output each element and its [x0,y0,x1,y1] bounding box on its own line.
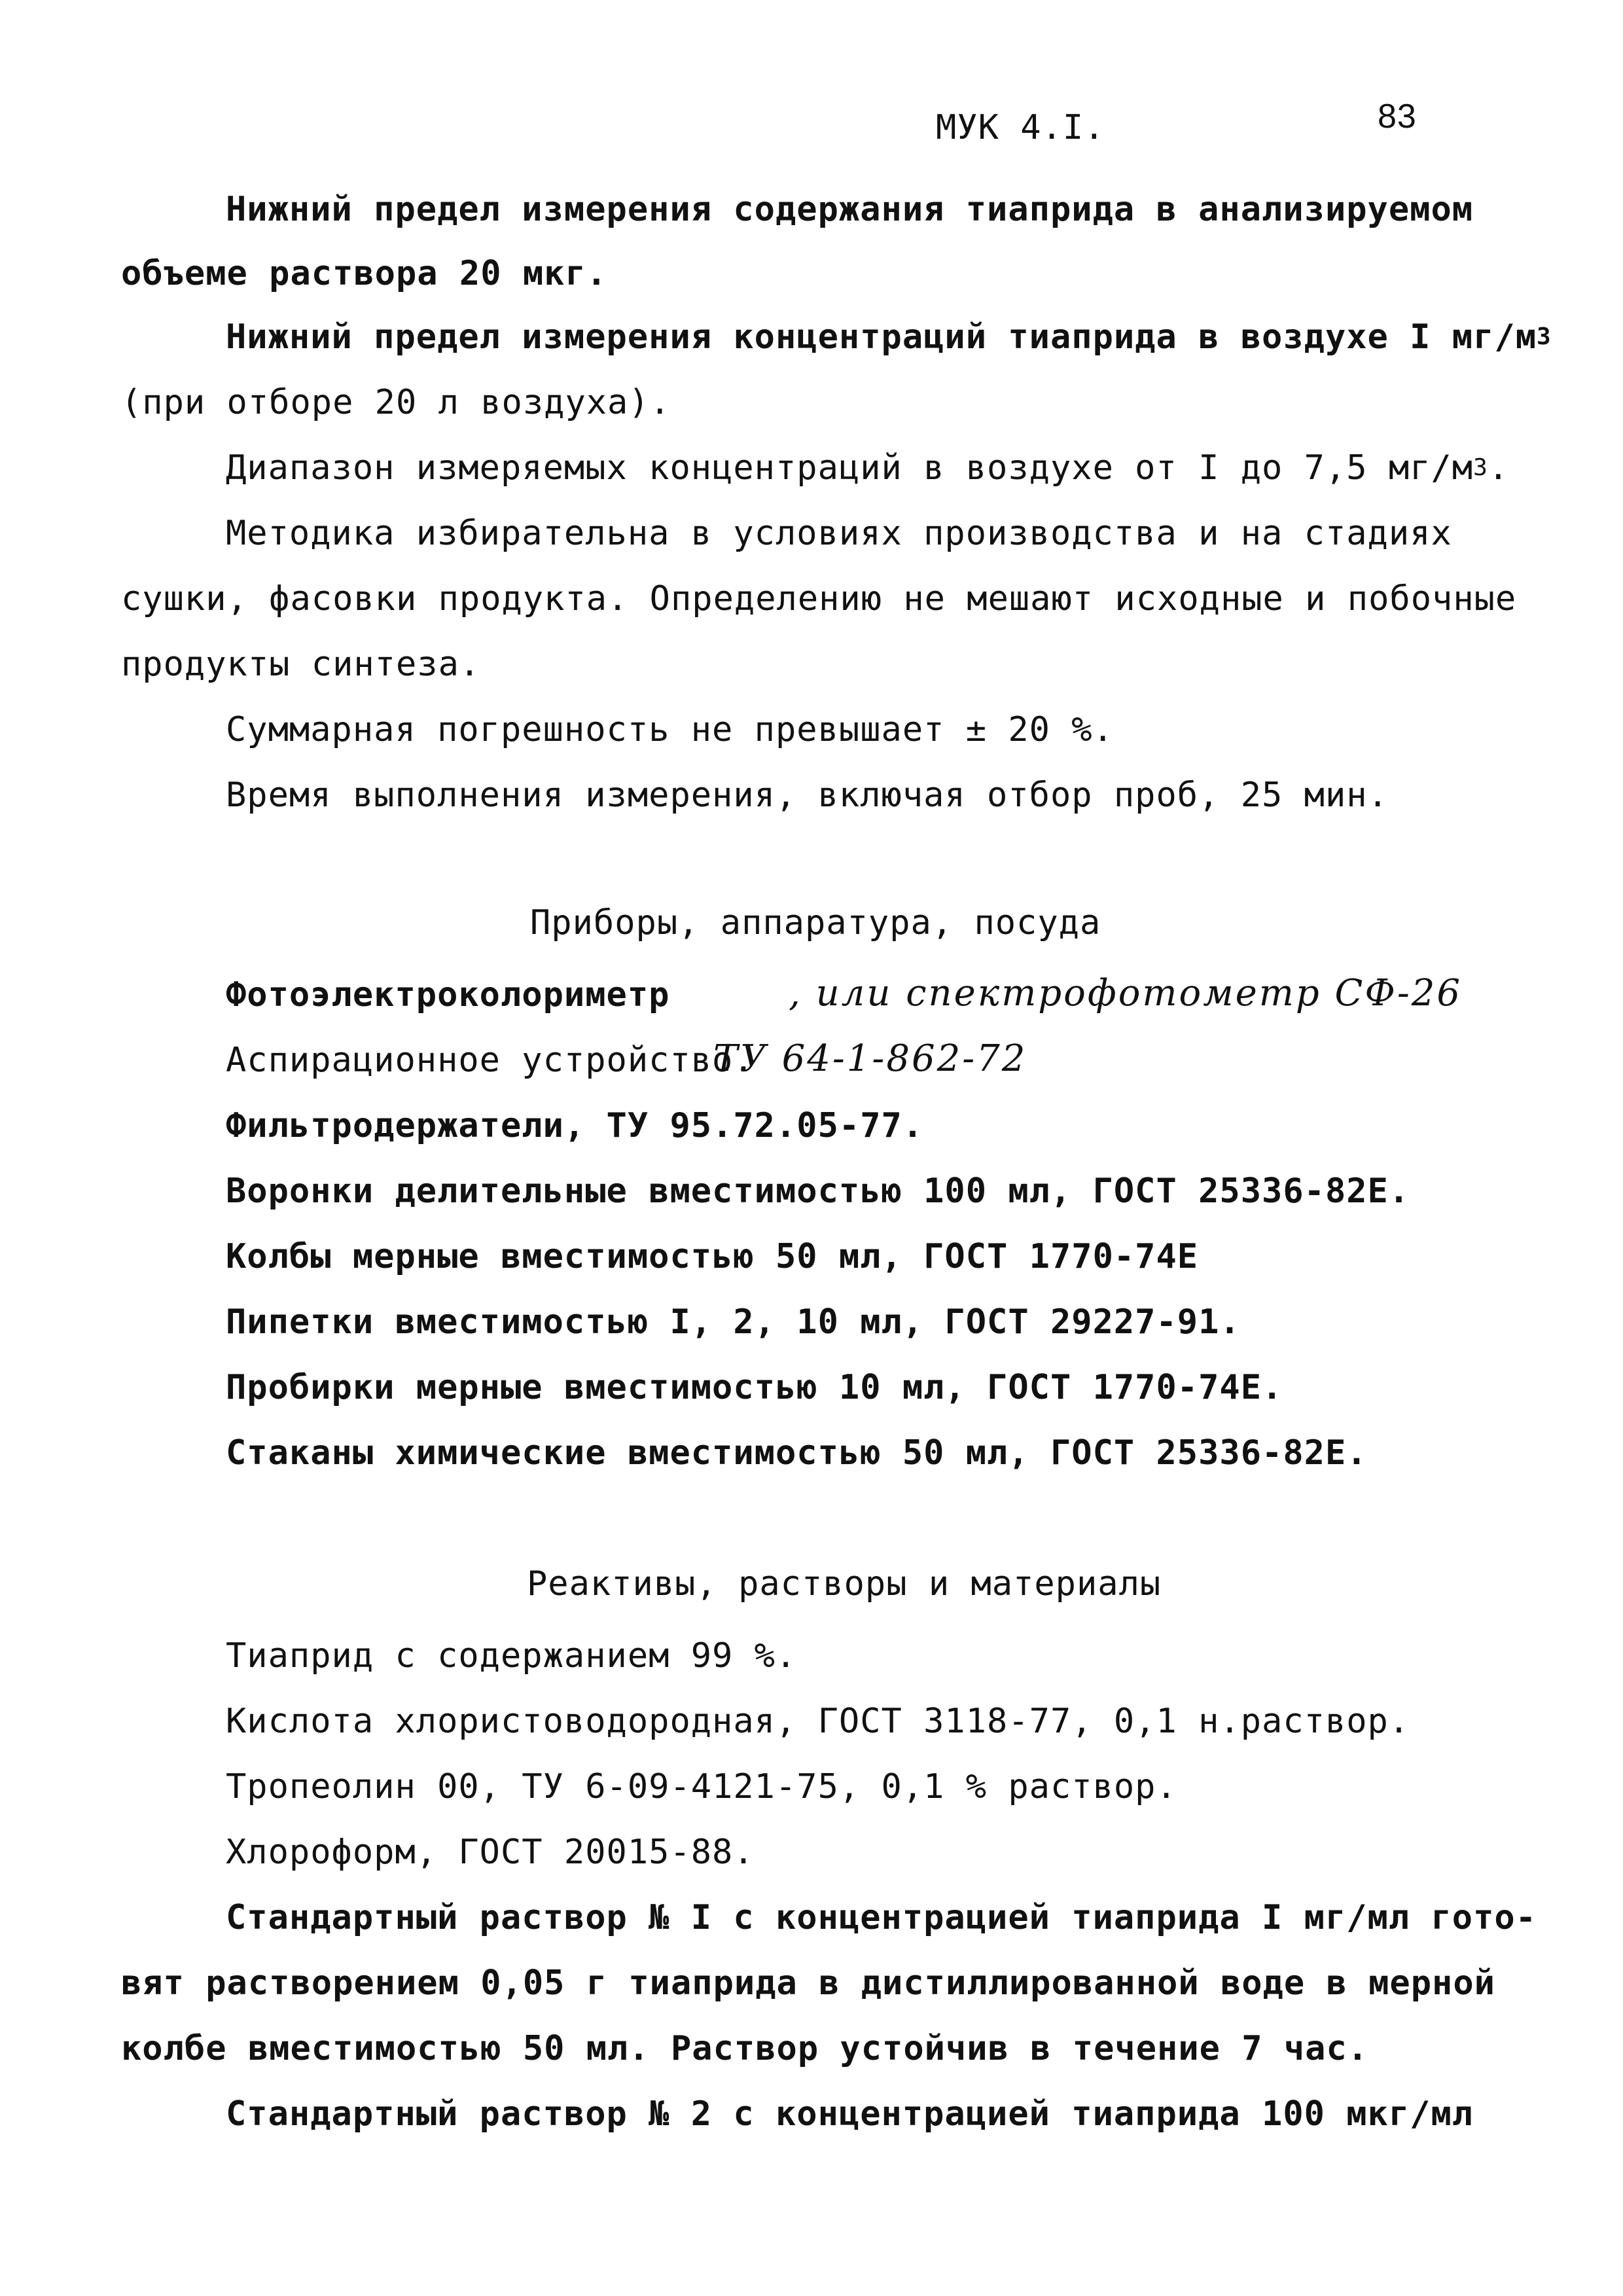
equipment-item-3: Фильтродержатели, ТУ 95.72.05-77. [226,1106,924,1145]
equipment-heading: Приборы, аппаратура, посуда [530,903,1101,942]
equipment-item-1-handwritten: , или спектрофотометр СФ-26 [789,972,1463,1014]
intro-p2-sup: 3 [1537,323,1552,350]
equipment-item-2-handwritten: ТУ 64-1-862-72 [713,1037,1027,1080]
intro-p6: Время выполнения измерения, включая отбор проб, 25 мин. [226,776,1389,815]
intro-p3 [226,448,1509,492]
page-number: 83 [1378,98,1417,135]
intro-p5: Суммарная погрешность не превышает ± 20 %. [226,710,1114,749]
intro-p2-line1 [226,317,1552,361]
reagents-item-3: Тропеолин 00, ТУ 6-09-4121-75, 0,1 % раствор. [226,1767,1177,1806]
equipment-item-6: Пипетки вместимостью I, 2, 10 мл, ГОСТ 29227-91. [226,1302,1241,1342]
equipment-item-4: Воронки делительные вместимостью 100 мл, ГОСТ 25336-82Е. [226,1172,1410,1211]
equipment-item-1: Фотоэлектроколориметр [226,975,670,1014]
intro-p3-text: Диапазон измеряемых концентраций в воздухе от I до 7,5 мг/м [226,448,1474,488]
intro-p3-end: . [1488,448,1510,488]
reagents-item-5-line1: Стандартный раствор № I с концентрацией тиаприда I мг/мл гото- [226,1898,1537,1937]
equipment-item-8: Стаканы химические вместимостью 50 мл, ГОСТ 25336-82Е. [226,1433,1368,1473]
reagents-item-5-line3: колбе вместимостью 50 мл. Раствор устойчив в течение 7 час. [121,2029,1369,2068]
reagents-item-4: Хлороформ, ГОСТ 20015-88. [226,1833,755,1872]
intro-p1-line2: объеме раствора 20 мкг. [121,254,608,293]
doc-code: МУК 4.I. [936,108,1105,147]
reagents-heading: Реактивы, растворы и материалы [527,1564,1162,1604]
reagents-item-6-line1: Стандартный раствор № 2 с концентрацией тиаприда 100 мкг/мл [226,2094,1474,2134]
reagents-item-2: Кислота хлористоводородная, ГОСТ 3118-77, 0,1 н.раствор. [226,1702,1410,1741]
reagents-item-1: Тиаприд с содержанием 99 %. [226,1636,797,1676]
equipment-item-7: Пробирки мерные вместимостью 10 мл, ГОСТ 1770-74Е. [226,1368,1283,1407]
intro-p4-line3: продукты синтеза. [121,645,481,684]
intro-p2-text: Нижний предел измерения концентраций тиаприда в воздухе I мг/м [226,317,1537,357]
intro-p4-line2: сушки, фасовки продукта. Определению не мешают исходные и побочные [121,579,1517,619]
intro-p1-line1: Нижний предел измерения содержания тиаприда в анализируемом [226,190,1474,229]
equipment-item-2: Аспирационное устройство. [226,1041,755,1080]
intro-p3-sup: 3 [1473,454,1488,481]
reagents-item-5-line2: вят растворением 0,05 г тиаприда в дистиллированной воде в мерной [121,1964,1495,2003]
equipment-item-5: Колбы мерные вместимостью 50 мл, ГОСТ 1770-74Е [226,1237,1199,1276]
intro-p4-line1: Методика избирательна в условиях производства и на стадиях [226,514,1452,553]
intro-p2-line2: (при отборе 20 л воздуха). [121,383,671,422]
